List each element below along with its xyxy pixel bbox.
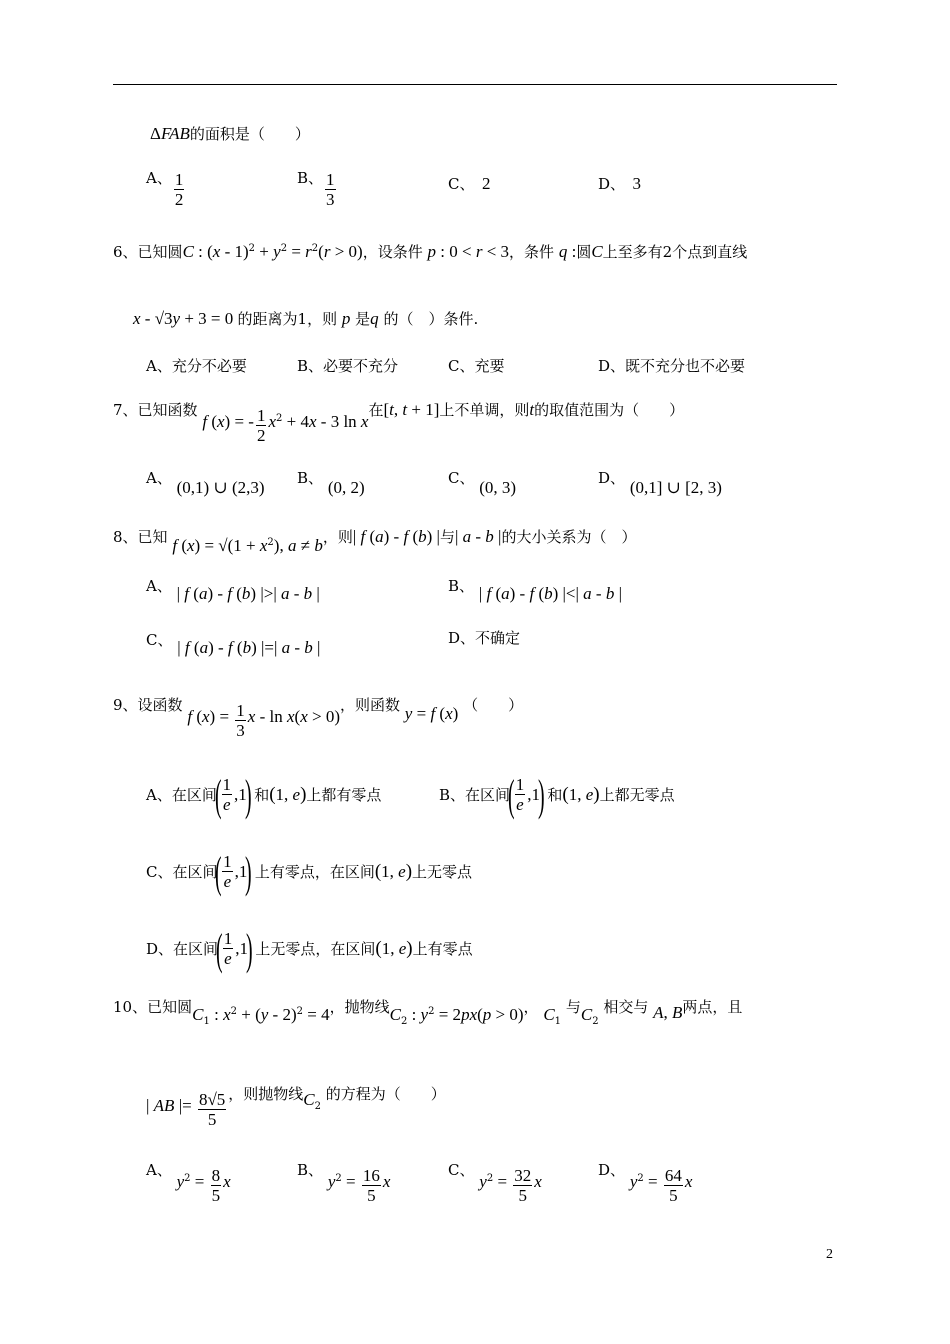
q6-option-d: D、既不充分也不必要	[598, 357, 746, 375]
q9-stem: 9、设函数 f (x) = $\frac{1}{3}$ x - ln x(x > 0)，则函数 y = f (x) （ ）	[113, 696, 524, 740]
q8-stem: 8、已知 f $(x) = √(1 + x^2)$, a ≠ b，则| f (a) - f (b) |与| a - b |的大小关系为（ ）	[113, 527, 637, 555]
q6-option-a: A、充分不必要	[146, 357, 247, 375]
q5-option-d: D、 3	[598, 174, 642, 193]
q7-option-c: C、 (0, 3)	[448, 469, 517, 497]
q7-option-a: A、 (0,1) ∪ (2,3)	[146, 469, 265, 497]
q9-option-a: A、在区间( $\frac{1}{e}$ ,1) 和(1, e)上都有零点	[146, 771, 382, 820]
q10-option-a: A、 $y^2$ = $\frac{8}{5}$ x	[146, 1161, 231, 1205]
q6-stem-line1: 6、已知圆C : $(x - 1)^2 + y^2 = r^2(r > 0)$，设条件 p : 0 < r < 3，条件 q :圆C上至多有2个点到直线	[113, 242, 748, 261]
q10-option-c: C、 $y^2$ = $\frac{32}{5}$ x	[448, 1161, 542, 1205]
q5-option-c: C、 2	[448, 174, 491, 193]
q6-option-b: B、必要不充分	[297, 357, 399, 375]
q9-option-b: B、在区间( $\frac{1}{e}$ ,1) 和(1, e)上都无零点	[439, 771, 675, 820]
q10-option-d: D、 $y^2$ = $\frac{64}{5}$ x	[598, 1161, 693, 1205]
q5-option-b: B、 $\frac{1}{3}$	[297, 169, 335, 209]
q6-stem-line2: x - √3y + 3 = 0 的距离为1，则 p 是q 的（ ）条件.	[133, 309, 479, 328]
q7-option-b: B、 (0, 2)	[297, 469, 365, 497]
q8-option-a: A、 | f (a) - f (b) |>| a - b |	[146, 577, 320, 603]
q9-option-c: C、在区间( $\frac{1}{e}$ ,1) 上有零点，在区间(1, e)上无零点	[146, 848, 473, 897]
q8-option-d: D、不确定	[448, 629, 521, 647]
q5-stem: ΔFAB的面积是（ ）	[150, 124, 310, 143]
q7-stem: 7、已知函数 f (x) = - $\frac{1}{2}$ $x^2 + 4x - 3$ ln x在[t, t + 1]上不单调，则t的取值范围为（ ）	[113, 400, 685, 445]
q10-option-b: B、 $y^2$ = $\frac{16}{5}$ x	[297, 1161, 391, 1205]
q10-stem-line1: 10、已知圆$C_1$ : $x^2 + (y - 2)^2 = 4$，抛物线$C_2$ : $y^2 = 2px(p > 0)$， $C_1$ 与$C_2$ 相交与 A, B两点，且	[113, 998, 743, 1027]
q7-option-d: D、 (0,1] ∪ [2, 3)	[598, 469, 722, 497]
q6-option-c: C、充要	[448, 357, 505, 375]
q5-option-a: A、 $\frac{1}{2}$	[146, 169, 184, 209]
q10-stem-line2: | AB |= $\frac{8√5}{5}$ ，则抛物线$C_2$ 的方程为（ ）	[146, 1085, 446, 1129]
q9-option-d: D、在区间( $\frac{1}{e}$ ,1) 上无零点，在区间(1, e)上有零点	[146, 925, 473, 974]
q8-option-b: B、 | f (a) - f (b) |<| a - b |	[448, 577, 622, 603]
q8-option-c: C、 | f (a) - f (b) |=| a - b |	[146, 631, 321, 657]
header-rule	[113, 84, 837, 85]
page-number: 2	[826, 1247, 833, 1262]
